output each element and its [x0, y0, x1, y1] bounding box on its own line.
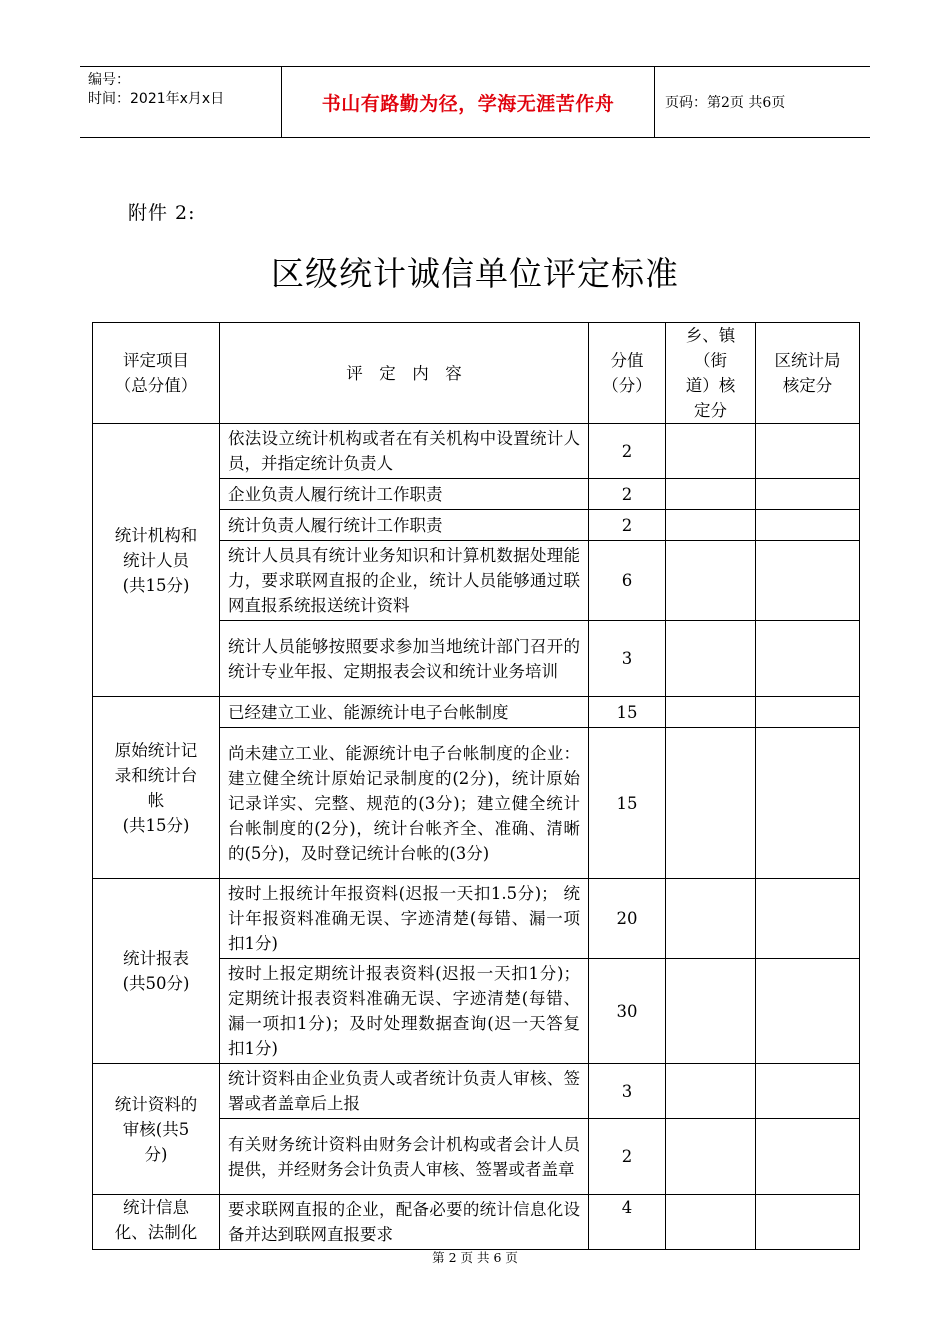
table-row	[93, 697, 860, 728]
category-cell: 统计机构和 统计人员 (共15分)	[93, 424, 220, 697]
running-header	[80, 66, 870, 138]
town-score-cell[interactable]	[666, 697, 756, 728]
district-score-cell[interactable]	[756, 697, 860, 728]
header-town-score: 乡、镇 （街 道）核 定分	[666, 323, 756, 424]
district-score-cell[interactable]	[756, 879, 860, 959]
header-motto: 书山有路勤为径，学海无涯苦作舟	[321, 92, 615, 115]
page-footer: 第 2 页 共 6 页	[432, 1250, 518, 1265]
evaluation-table	[92, 322, 860, 1250]
table-row	[93, 1064, 860, 1119]
header-district-score: 区统计局 核定分	[756, 323, 860, 424]
header-date-label: 时间：2021年x月x日	[88, 91, 225, 107]
content-cell: 依法设立统计机构或者在有关机构中设置统计人员，并指定统计负责人	[220, 424, 589, 479]
score-cell: 2	[589, 479, 666, 510]
district-score-cell[interactable]	[756, 479, 860, 510]
category-cell: 统计信息 化、法制化	[93, 1195, 220, 1250]
score-cell: 15	[589, 728, 666, 879]
content-cell: 统计负责人履行统计工作职责	[220, 510, 589, 541]
score-cell: 20	[589, 879, 666, 959]
header-page-label: 页码：第2页 共6页	[665, 95, 786, 111]
content-cell: 统计人员具有统计业务知识和计算机数据处理能力，要求联网直报的企业，统计人员能够通过联网直报系统报送统计资料	[220, 541, 589, 621]
score-cell: 6	[589, 541, 666, 621]
content-cell: 已经建立工业、能源统计电子台帐制度	[220, 697, 589, 728]
district-score-cell[interactable]	[756, 510, 860, 541]
content-cell: 要求联网直报的企业，配备必要的统计信息化设备并达到联网直报要求	[220, 1195, 589, 1250]
town-score-cell[interactable]	[666, 959, 756, 1064]
content-cell: 统计人员能够按照要求参加当地统计部门召开的统计专业年报、定期报表会议和统计业务培训	[220, 621, 589, 697]
score-cell: 4	[589, 1195, 666, 1250]
category-cell: 统计报表 (共50分)	[93, 879, 220, 1064]
district-score-cell[interactable]	[756, 1119, 860, 1195]
town-score-cell[interactable]	[666, 1195, 756, 1250]
score-cell: 2	[589, 424, 666, 479]
header-meta	[88, 71, 224, 109]
district-score-cell[interactable]	[756, 728, 860, 879]
header-score: 分值 （分）	[589, 323, 666, 424]
table-row	[93, 424, 860, 479]
attachment-label: 附件 2:	[128, 202, 196, 224]
content-cell: 有关财务统计资料由财务会计机构或者会计人员提供，并经财务会计负责人审核、签署或者盖章	[220, 1119, 589, 1195]
category-cell: 统计资料的 审核(共5 分)	[93, 1064, 220, 1195]
header-divider	[654, 67, 655, 137]
score-cell: 3	[589, 621, 666, 697]
town-score-cell[interactable]	[666, 1119, 756, 1195]
header-content: 评 定 内 容	[220, 323, 589, 424]
district-score-cell[interactable]	[756, 424, 860, 479]
table-row	[93, 879, 860, 959]
content-cell: 按时上报统计年报资料(迟报一天扣1.5分)； 统计年报资料准确无误、字迹清楚(每错、漏一项扣1分)	[220, 879, 589, 959]
district-score-cell[interactable]	[756, 621, 860, 697]
table-row	[93, 1195, 860, 1250]
town-score-cell[interactable]	[666, 424, 756, 479]
content-cell: 企业负责人履行统计工作职责	[220, 479, 589, 510]
score-cell: 2	[589, 510, 666, 541]
district-score-cell[interactable]	[756, 1064, 860, 1119]
town-score-cell[interactable]	[666, 1064, 756, 1119]
content-cell: 统计资料由企业负责人或者统计负责人审核、签署或者盖章后上报	[220, 1064, 589, 1119]
score-cell: 15	[589, 697, 666, 728]
score-cell: 30	[589, 959, 666, 1064]
header-number-label: 编号：	[88, 72, 130, 88]
town-score-cell[interactable]	[666, 510, 756, 541]
header-item: 评定项目 （总分值）	[93, 323, 220, 424]
content-cell: 按时上报定期统计报表资料(迟报一天扣1分)；定期统计报表资料准确无误、字迹清楚(每错、漏一项扣1分)；及时处理数据查询(迟一天答复扣1分)	[220, 959, 589, 1064]
district-score-cell[interactable]	[756, 959, 860, 1064]
document-title: 区级统计诚信单位评定标准	[271, 254, 679, 293]
content-cell: 尚未建立工业、能源统计电子台帐制度的企业：建立健全统计原始记录制度的(2分)，统计原始记录详实、完整、规范的(3分)；建立健全统计台帐制度的(2分)，统计台帐齐全、准确、清晰的(5分)，及时登记统计台帐的(3分)	[220, 728, 589, 879]
town-score-cell[interactable]	[666, 728, 756, 879]
score-cell: 2	[589, 1119, 666, 1195]
town-score-cell[interactable]	[666, 541, 756, 621]
town-score-cell[interactable]	[666, 879, 756, 959]
table-header-row	[93, 323, 860, 424]
district-score-cell[interactable]	[756, 541, 860, 621]
district-score-cell[interactable]	[756, 1195, 860, 1250]
score-cell: 3	[589, 1064, 666, 1119]
town-score-cell[interactable]	[666, 621, 756, 697]
category-cell: 原始统计记 录和统计台 帐 (共15分)	[93, 697, 220, 879]
town-score-cell[interactable]	[666, 479, 756, 510]
